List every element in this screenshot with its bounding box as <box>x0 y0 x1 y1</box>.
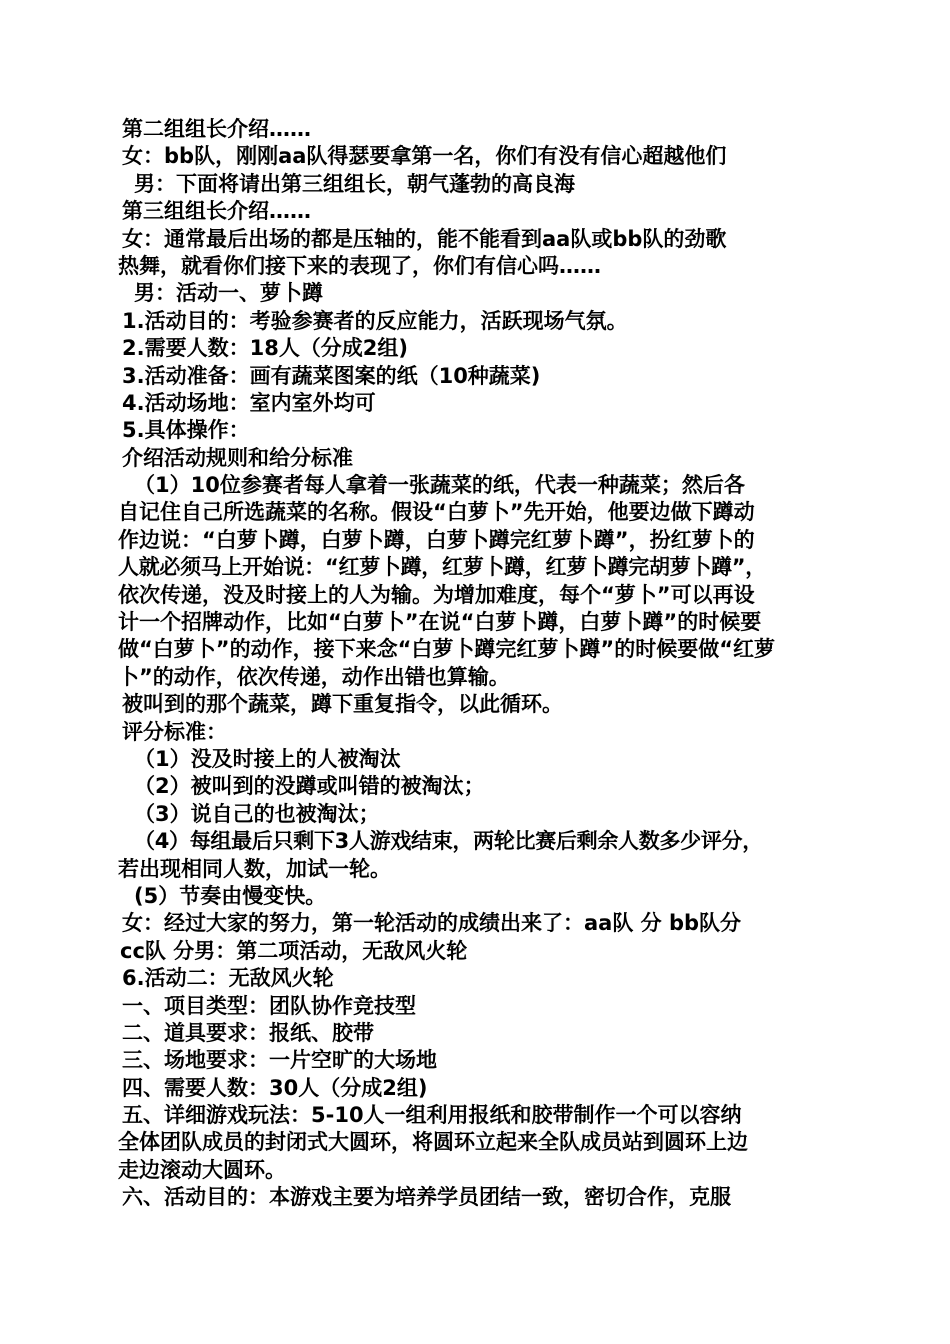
text-line: 热舞，就看你们接下来的表现了，你们有信心吗…… <box>118 253 601 278</box>
text-line: 二、道具要求：报纸、胶带 <box>122 1020 374 1045</box>
text-line: 自记住自己所选蔬菜的名称。假设“白萝卜”先开始，他要边做下蹲动 <box>118 500 755 525</box>
text-line: 六、活动目的：本游戏主要为培养学员团结一致，密切合作，克服 <box>122 1185 731 1210</box>
document-body <box>118 116 840 1212</box>
text-line: 3.活动准备：画有蔬菜图案的纸（10种蔬菜) <box>122 363 541 388</box>
text-line: 女：经过大家的努力，第一轮活动的成绩出来了：aa队 分 bb队分 <box>122 911 742 936</box>
text-line: 三、场地要求：一片空旷的大场地 <box>122 1048 437 1073</box>
text-line: 女：通常最后出场的都是压轴的，能不能看到aa队或bb队的劲歌 <box>122 226 727 251</box>
text-line: （1）没及时接上的人被淘汰 <box>134 746 401 771</box>
text-line: 四、需要人数：30人（分成2组) <box>122 1075 428 1100</box>
text-line: （3）说自己的也被淘汰； <box>134 801 380 826</box>
text-line: （2）被叫到的没蹲或叫错的被淘汰； <box>134 774 485 799</box>
text-line: 介绍活动规则和给分标准 <box>122 445 353 470</box>
text-line: 被叫到的那个蔬菜，蹲下重复指令，以此循环。 <box>122 692 563 717</box>
text-line: 6.活动二：无敌风火轮 <box>122 966 334 991</box>
text-line: 一、项目类型：团队协作竞技型 <box>122 993 416 1018</box>
text-line: 2.需要人数：18人（分成2组) <box>122 336 409 361</box>
text-line: 1.活动目的：考验参赛者的反应能力，活跃现场气氛。 <box>122 308 628 333</box>
text-line: （4）每组最后只剩下3人游戏结束，两轮比赛后剩余人数多少评分， <box>134 829 763 854</box>
text-line: 五、详细游戏玩法：5-10人一组利用报纸和胶带制作一个可以容纳 <box>122 1103 742 1128</box>
text-line: 人就必须马上开始说：“红萝卜蹲，红萝卜蹲，红萝卜蹲完胡萝卜蹲”， <box>118 555 767 580</box>
text-line: 全体团队成员的封闭式大圆环，将圆环立起来全队成员站到圆环上边 <box>118 1130 748 1155</box>
text-line: 计一个招牌动作，比如“白萝卜”在说“白萝卜蹲，白萝卜蹲”的时候要 <box>118 610 762 635</box>
text-line: cc队 分男：第二项活动，无敌风火轮 <box>120 938 468 963</box>
text-line: 评分标准： <box>122 719 227 744</box>
text-line: 女：bb队，刚刚aa队得瑟要拿第一名，你们有没有信心超越他们 <box>122 144 727 169</box>
text-line: 作边说：“白萝卜蹲，白萝卜蹲，白萝卜蹲完红萝卜蹲”，扮红萝卜的 <box>118 527 755 552</box>
text-line: 4.活动场地：室内室外均可 <box>122 390 376 415</box>
text-line: 卜”的动作，依次传递，动作出错也算输。 <box>118 664 510 689</box>
text-line: 男：下面将请出第三组组长，朝气蓬勃的高良海 <box>134 171 575 196</box>
text-line: 第二组组长介绍…… <box>122 117 311 141</box>
text-line: 依次传递，没及时接上的人为输。为增加难度，每个“萝卜”可以再设 <box>118 582 755 607</box>
text-line: 男：活动一、萝卜蹲 <box>134 281 323 306</box>
text-line: 若出现相同人数，加试一轮。 <box>118 856 391 881</box>
text-line: 5.具体操作： <box>122 418 250 443</box>
text-line: 做“白萝卜”的动作，接下来念“白萝卜蹲完红萝卜蹲”的时候要做“红萝 <box>118 637 776 662</box>
text-line: 走边滚动大圆环。 <box>118 1157 286 1182</box>
text-line: (5）节奏由慢变快。 <box>134 883 327 908</box>
text-line: （1）10位参赛者每人拿着一张蔬菜的纸，代表一种蔬菜；然后各 <box>134 473 745 498</box>
text-line: 第三组组长介绍…… <box>122 199 311 224</box>
